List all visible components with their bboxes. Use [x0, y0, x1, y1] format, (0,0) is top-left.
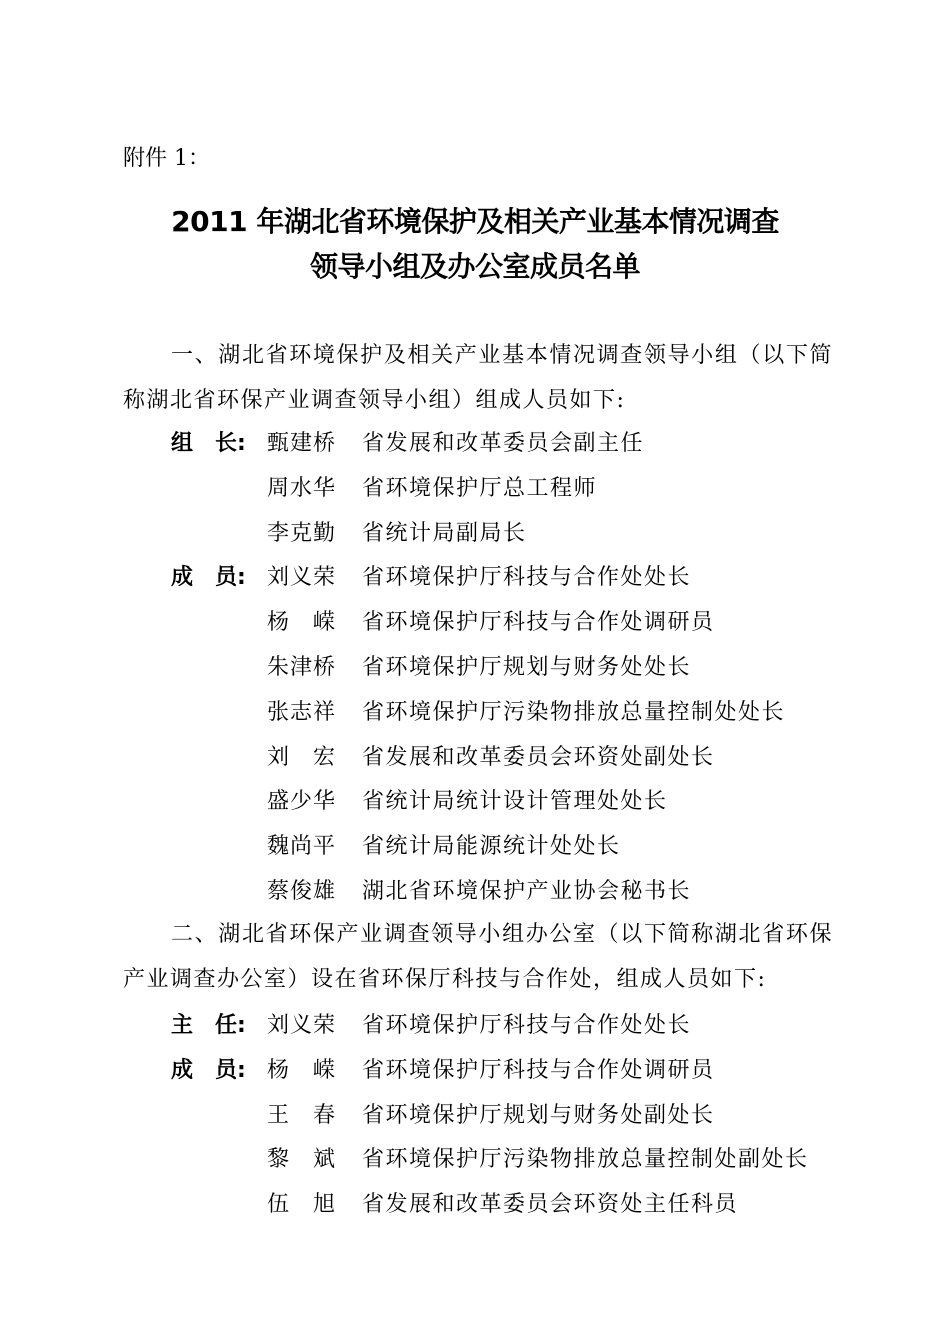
member-role-label: 成 员: — [171, 1057, 246, 1083]
member-name: 杨 嵘 — [267, 610, 337, 636]
member-name: 蔡俊雄 — [267, 879, 337, 904]
member-position: 省环境保护厅科技与合作处处长 — [362, 565, 692, 591]
member-name: 伍 旭 — [267, 1192, 337, 1218]
member-position: 省环境保护厅科技与合作处调研员 — [362, 610, 715, 636]
member-name: 刘义荣 — [267, 565, 337, 591]
section-2-intro: 二、湖北省环保产业调查领导小组办公室（以下简称湖北省环保产业调查办公室）设在省环保厅科技与合作处，组成人员如下: — [123, 922, 833, 992]
member-name: 张志祥 — [267, 699, 337, 725]
member-role-label: 成 员: — [171, 565, 246, 591]
member-name: 杨 嵘 — [267, 1057, 337, 1083]
document-title-line-1: 2011 年湖北省环境保护及相关产业基本情况调查 — [171, 205, 779, 238]
member-position: 省环境保护厅总工程师 — [362, 475, 598, 501]
member-name: 朱津桥 — [267, 655, 337, 680]
member-position: 省统计局副局长 — [362, 520, 527, 546]
member-position: 省环境保护厅科技与合作处处长 — [362, 1013, 692, 1038]
member-position: 省环境保护厅科技与合作处调研员 — [362, 1057, 715, 1083]
member-position: 省统计局统计设计管理处处长 — [362, 789, 668, 815]
member-position: 省发展和改革委员会环资处主任科员 — [362, 1192, 739, 1218]
member-position: 省环境保护厅污染物排放总量控制处副处长 — [362, 1147, 809, 1173]
member-role-label: 组 长: — [171, 431, 246, 456]
member-name: 刘 宏 — [267, 744, 337, 770]
member-name: 周水华 — [267, 475, 337, 501]
member-name: 王 春 — [267, 1102, 337, 1128]
member-name: 甄建桥 — [267, 431, 337, 456]
member-position: 省发展和改革委员会环资处副处长 — [362, 744, 715, 770]
member-name: 李克勤 — [267, 520, 337, 546]
member-position: 湖北省环境保护产业协会秘书长 — [362, 879, 692, 904]
member-position: 省环境保护厅污染物排放总量控制处处长 — [362, 699, 786, 725]
member-name: 魏尚平 — [267, 834, 337, 860]
member-name: 黎 斌 — [267, 1147, 337, 1173]
member-position: 省环境保护厅规划与财务处处长 — [362, 655, 692, 680]
member-position: 省统计局能源统计处处长 — [362, 834, 621, 860]
attachment-label: 附件 1： — [123, 146, 210, 171]
member-role-label: 主 任: — [171, 1013, 246, 1038]
member-name: 盛少华 — [267, 789, 337, 815]
document-title-line-2: 领导小组及办公室成员名单 — [309, 250, 640, 283]
member-name: 刘义荣 — [267, 1013, 337, 1038]
member-position: 省环境保护厅规划与财务处副处长 — [362, 1102, 715, 1128]
member-position: 省发展和改革委员会副主任 — [362, 431, 645, 456]
section-1-intro: 一、湖北省环境保护及相关产业基本情况调查领导小组（以下简称湖北省环保产业调查领导小组）组成人员如下: — [123, 343, 833, 413]
